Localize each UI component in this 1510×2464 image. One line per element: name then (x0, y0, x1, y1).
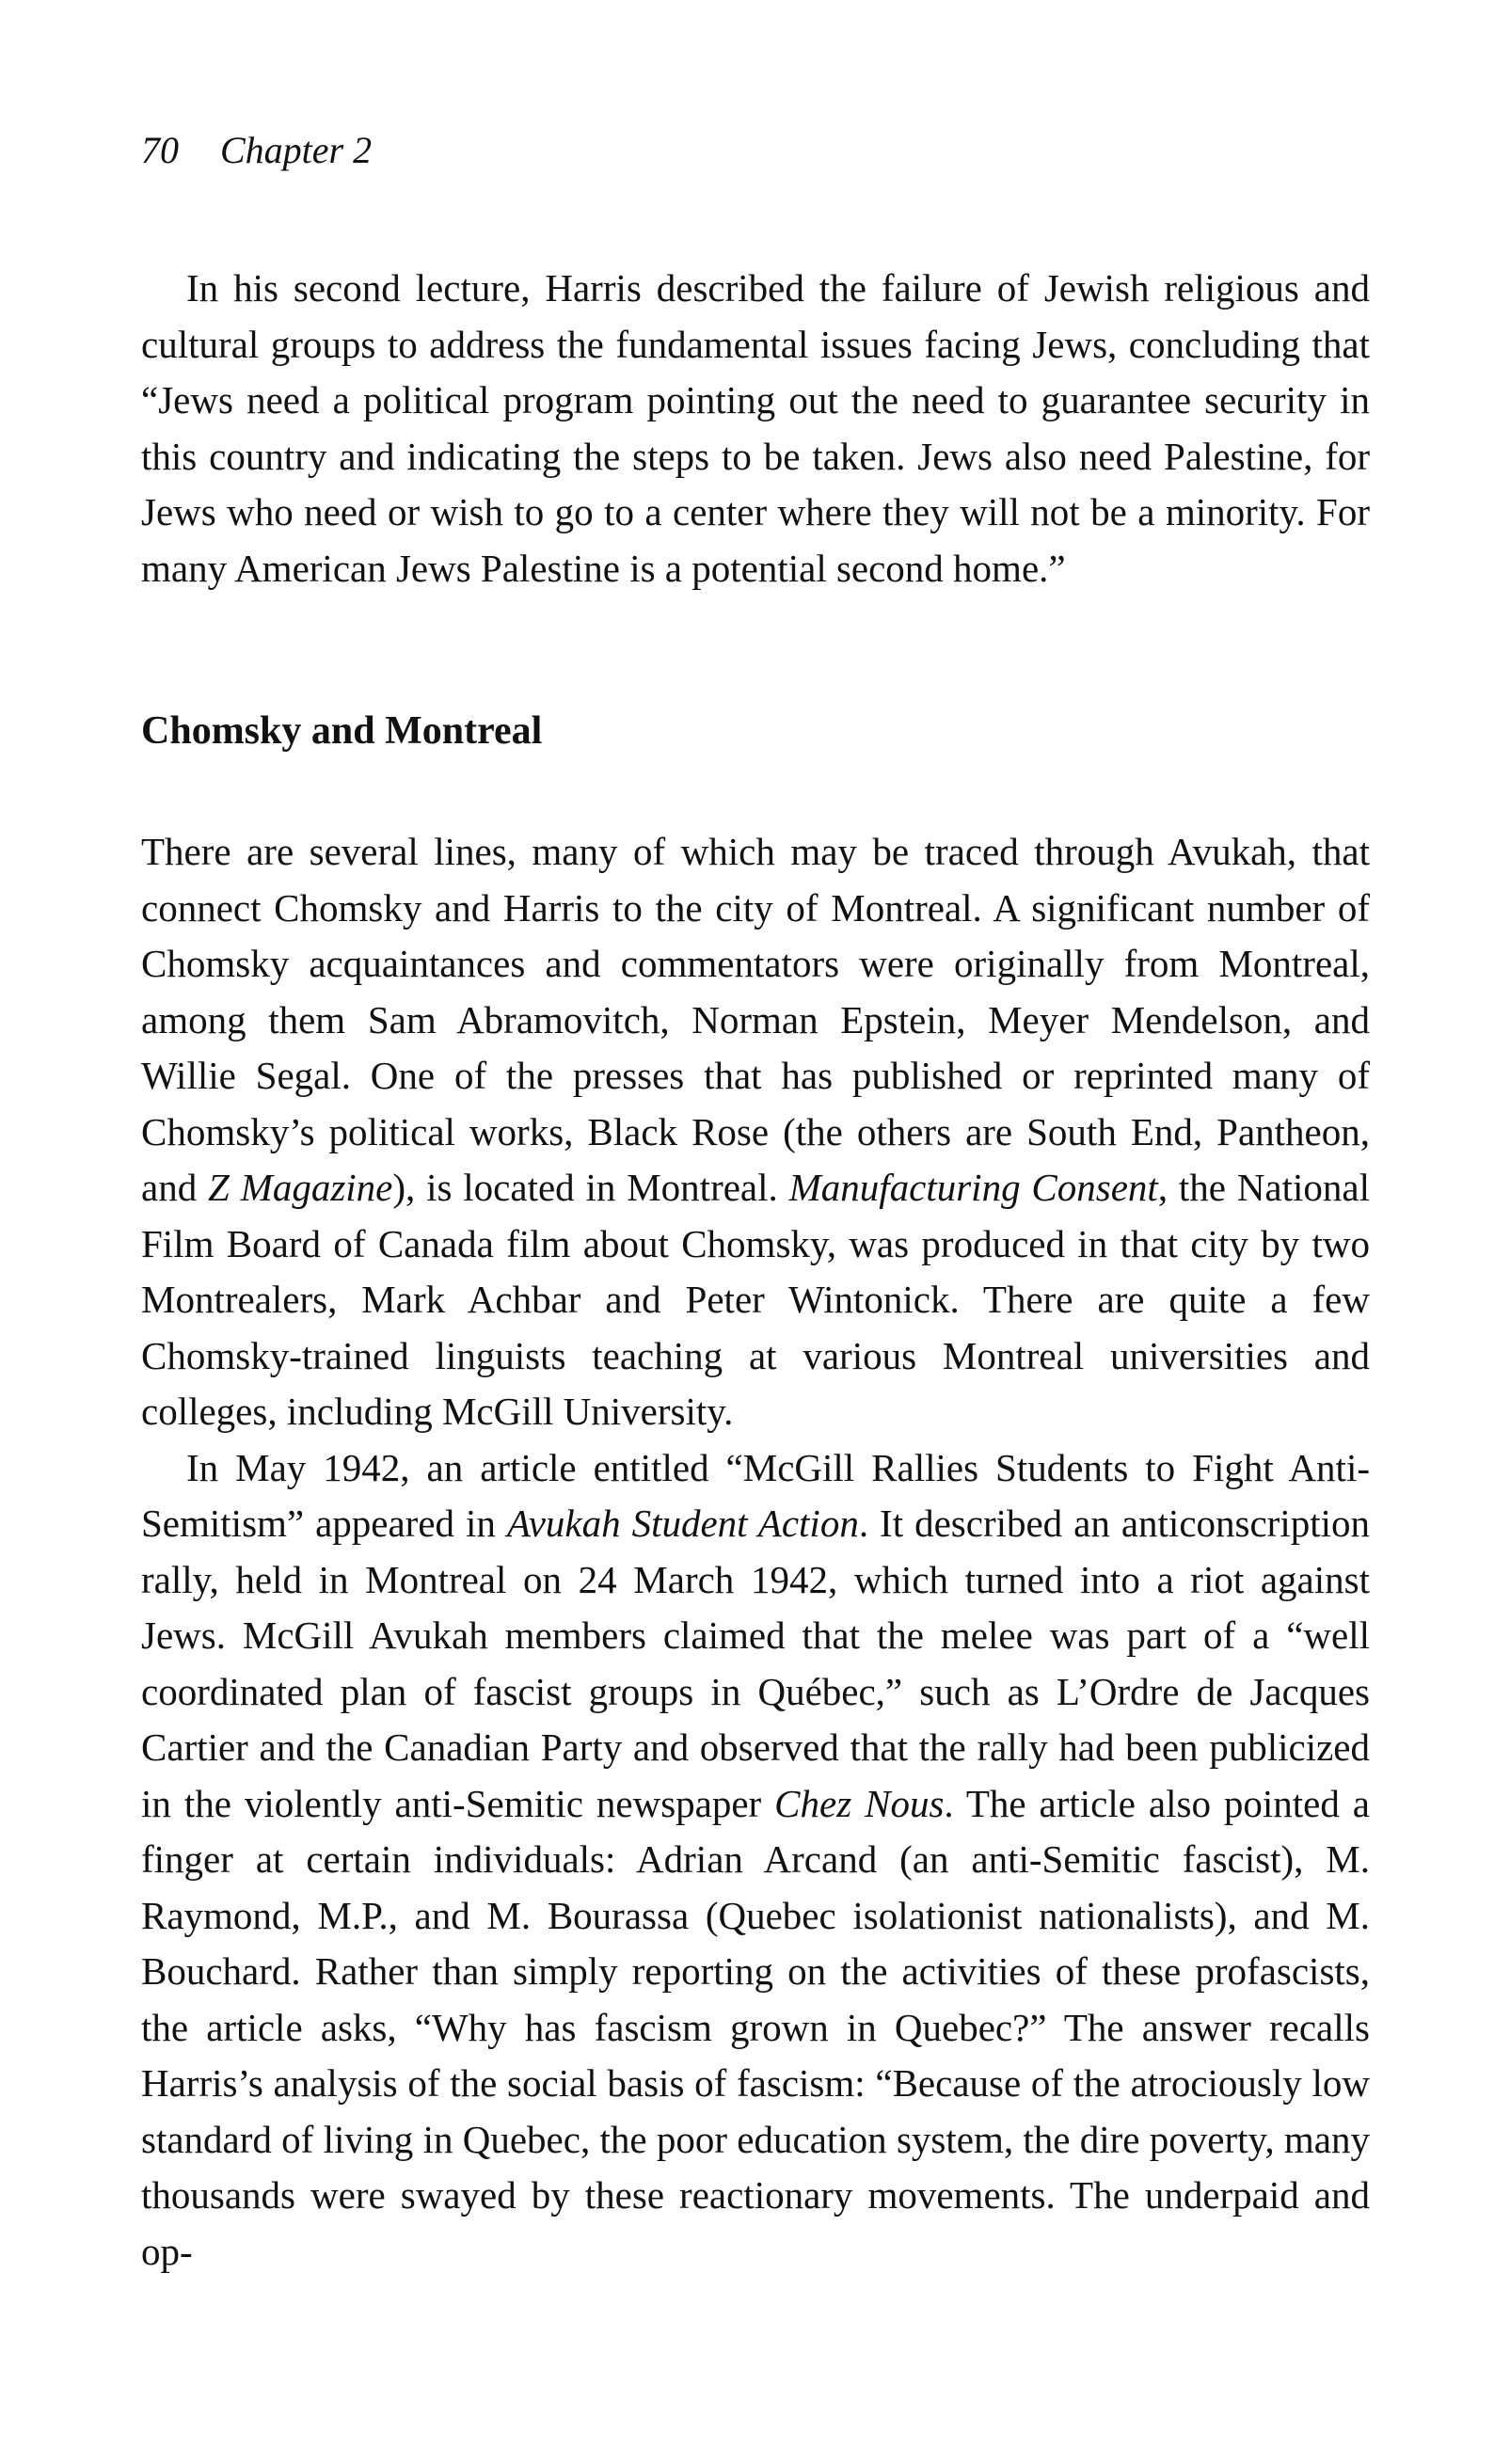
italic-title: Chez Nous (774, 1781, 945, 1825)
text-run: There are several lines, many of which may be traced through Avukah, that connect Chomsky and Harris to the city of Montreal. A significant number of Chomsky acquaintances and commentators were originally from Montreal, among them Sam Abramovitch, Norman Epstein, Meyer Mendelson, and Willie Segal. One of the presses that has published or reprinted many of Chomsky’s political works, Black Rose (the others are South End, Pantheon, and (141, 830, 1370, 1209)
paragraph-mcgill-article (141, 1440, 1370, 2281)
text-run: ), is located in Montreal. (392, 1166, 789, 1209)
text-run: In May 1942, an article entitled “McGill Rallies Students to Fight Anti-Semitism” appeared in (141, 1445, 1370, 1545)
text-run: , the National Film Board of Canada film about Chomsky, was produced in that city by two Montrealers, Mark Achbar and Peter Wintonick. There are quite a few Chomsky-trained linguists teaching at various Montreal universities and colleges, including McGill University. (141, 1166, 1370, 1433)
opening-text-block (141, 261, 1370, 596)
paragraph-montreal-lines (141, 824, 1370, 1440)
chapter-title: Chapter 2 (220, 129, 373, 171)
italic-title: Manufacturing Consent (788, 1166, 1158, 1209)
text-run: . It described an anticonscription rally, held in Montreal on 24 March 1942, which turned into a riot against Jews. McGill Avukah members claimed that the melee was part of a “well coordinated plan of fascist groups in Québec,” such as L’Ordre de Jacques Cartier and the Canadian Party and observed that the rally had been publicized in the violently anti-Semitic newspaper (141, 1502, 1371, 1825)
paragraph-harris-lecture: In his second lecture, Harris described the failure of Jewish religious and cultural groups to address the fundamental issues facing Jews, concluding that “Jews need a political program pointing out the need to guarantee security in this country and indicating the steps to be taken. Jews also need Palestine, for Jews who need or wish to go to a center where they will not be a minority. For many American Jews Palestine is a potential second home.” (141, 266, 1370, 590)
italic-title: Z Magazine (208, 1166, 393, 1209)
italic-title: Avukah Student Action (506, 1502, 859, 1545)
section-heading: Chomsky and Montreal (141, 709, 543, 753)
text-run: . The article also pointed a finger at certain individuals: Adrian Arcand (an anti-Semitic fascist), M. Raymond, M.P., and M. Bourassa (Quebec isolationist nationalists), and M. Bouchard. Rather than simply reporting on the activities of these profascists, the article asks, “Why has fascism grown in Quebec?” The answer recalls Harris’s analysis of the social basis of fascism: “Because of the atrociously low standard of living in Quebec, the poor education system, the dire poverty, many thousands were swayed by these reactionary movements. The underpaid and op- (141, 1781, 1370, 2273)
page-number: 70 (141, 129, 179, 171)
section-text-block (141, 824, 1370, 2280)
running-head (141, 129, 373, 171)
